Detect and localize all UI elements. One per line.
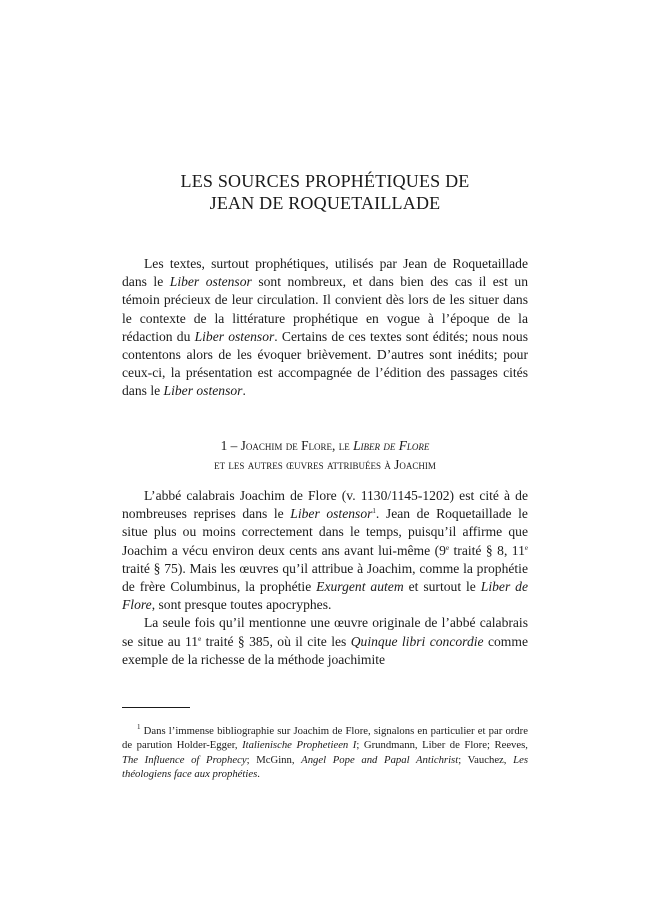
p1-text-b: . Jean de Roquetaillade le situe plus ou moins correctement dans le temps, puisqu’il affirme que Joachim a vécu environ deux cents ans avant lui-même (9 <box>122 506 528 558</box>
section-heading <box>0 436 650 474</box>
body-paragraph-2 <box>122 614 528 669</box>
body-paragraph-1 <box>122 487 528 614</box>
p2-text-a: La seule fois qu’il mentionne une œuvre originale de l’abbé calabrais se situe au 11 <box>122 615 528 649</box>
section-heading-line-1 <box>0 436 650 455</box>
intro-text <box>122 255 528 401</box>
p2-text-c: comme exemple de la richesse de la méthode joachimite <box>122 633 528 667</box>
section-heading-line-2: et les autres œuvres attribuées à Joachim <box>214 457 436 472</box>
p1-text-a: L’abbé calabrais Joachim de Flore (v. 1130/1145-1202) est cité à de nombreuses reprises dans le <box>122 488 528 522</box>
fn-text-d: ; Vauchez, <box>458 753 514 766</box>
p1-text-e: et surtout le <box>403 579 481 595</box>
footnote <box>122 724 528 781</box>
intro-italic-1: Liber ostensor <box>169 274 252 290</box>
fn-italic-4: Les théologiens face aux prophéties <box>122 753 528 780</box>
p1-italic-2: Exurgent autem <box>316 579 404 595</box>
intro-text-4: . <box>242 383 246 399</box>
section-heading-text: 1 – Joachim de Flore, le <box>220 438 354 453</box>
footnote-number: 1 <box>137 723 141 731</box>
p2-text-b: traité § 385, où il cite les <box>201 633 351 649</box>
p1-text-f: , sont presque toutes apocryphes. <box>151 597 332 613</box>
p1-italic-1: Liber ostensor <box>290 506 373 522</box>
footnote-separator <box>122 707 190 708</box>
p2-ordinal: e <box>198 634 202 643</box>
body-text <box>122 487 528 669</box>
intro-paragraph <box>122 255 528 401</box>
p1-ordinal-2: e <box>524 543 528 552</box>
p2-italic: Quinque libri concordie <box>350 633 484 649</box>
p1-ordinal-1: e <box>445 543 450 552</box>
intro-italic-3: Liber ostensor <box>163 383 243 399</box>
p1-text-c: traité § 8, 11 <box>449 542 525 558</box>
footnote-ref[interactable]: 1 <box>372 507 376 516</box>
p1-italic-3: Liber de Flore <box>122 579 529 613</box>
title-line-2: JEAN DE ROQUETAILLADE <box>209 193 441 213</box>
fn-italic-2: The Influence of Prophecy <box>122 753 247 766</box>
intro-italic-2: Liber ostensor <box>194 328 275 344</box>
fn-italic-3: Angel Pope and Papal Antichrist <box>301 753 459 766</box>
page-title <box>0 170 650 214</box>
title-line-1: LES SOURCES PROPHÉTIQUES DE <box>180 171 470 191</box>
intro-text-3: . Certains de ces textes sont édités; nous nous contentons alors de les évoquer brièvement. D’autres sont inédits; pour ceux-ci, la présentation est accompagnée de l’édition des passages cités dans le <box>122 328 528 399</box>
section-heading-italic: Liber de Flore <box>353 438 430 453</box>
fn-text-a: Dans l’immense bibliographie sur Joachim de Flore, signalons en particulier et par ordre de parution Holder-Egger, <box>122 725 528 752</box>
intro-text-2: sont nombreux, et dans bien des cas il est un témoin précieux de leur circulation. Il convient dès lors de les situer dans le contexte de la littérature prophétique en vogue à l’époque de la rédaction du <box>122 274 528 344</box>
fn-italic-1: Italienische Prophetieen I <box>242 739 357 752</box>
p1-text-d: traité § 75). Mais les œuvres qu’il attribue à Joachim, comme la prophétie de frère Columbinus, la prophétie <box>122 560 528 595</box>
intro-text-1: Les textes, surtout prophétiques, utilisés par Jean de Roquetaillade dans le <box>122 256 528 290</box>
fn-text-c: ; McGinn, <box>246 753 302 766</box>
fn-text-e: . <box>257 767 260 780</box>
footnote-text <box>122 724 528 781</box>
fn-text-b: ; Grundmann, Liber de Flore; Reeves, <box>356 739 528 752</box>
